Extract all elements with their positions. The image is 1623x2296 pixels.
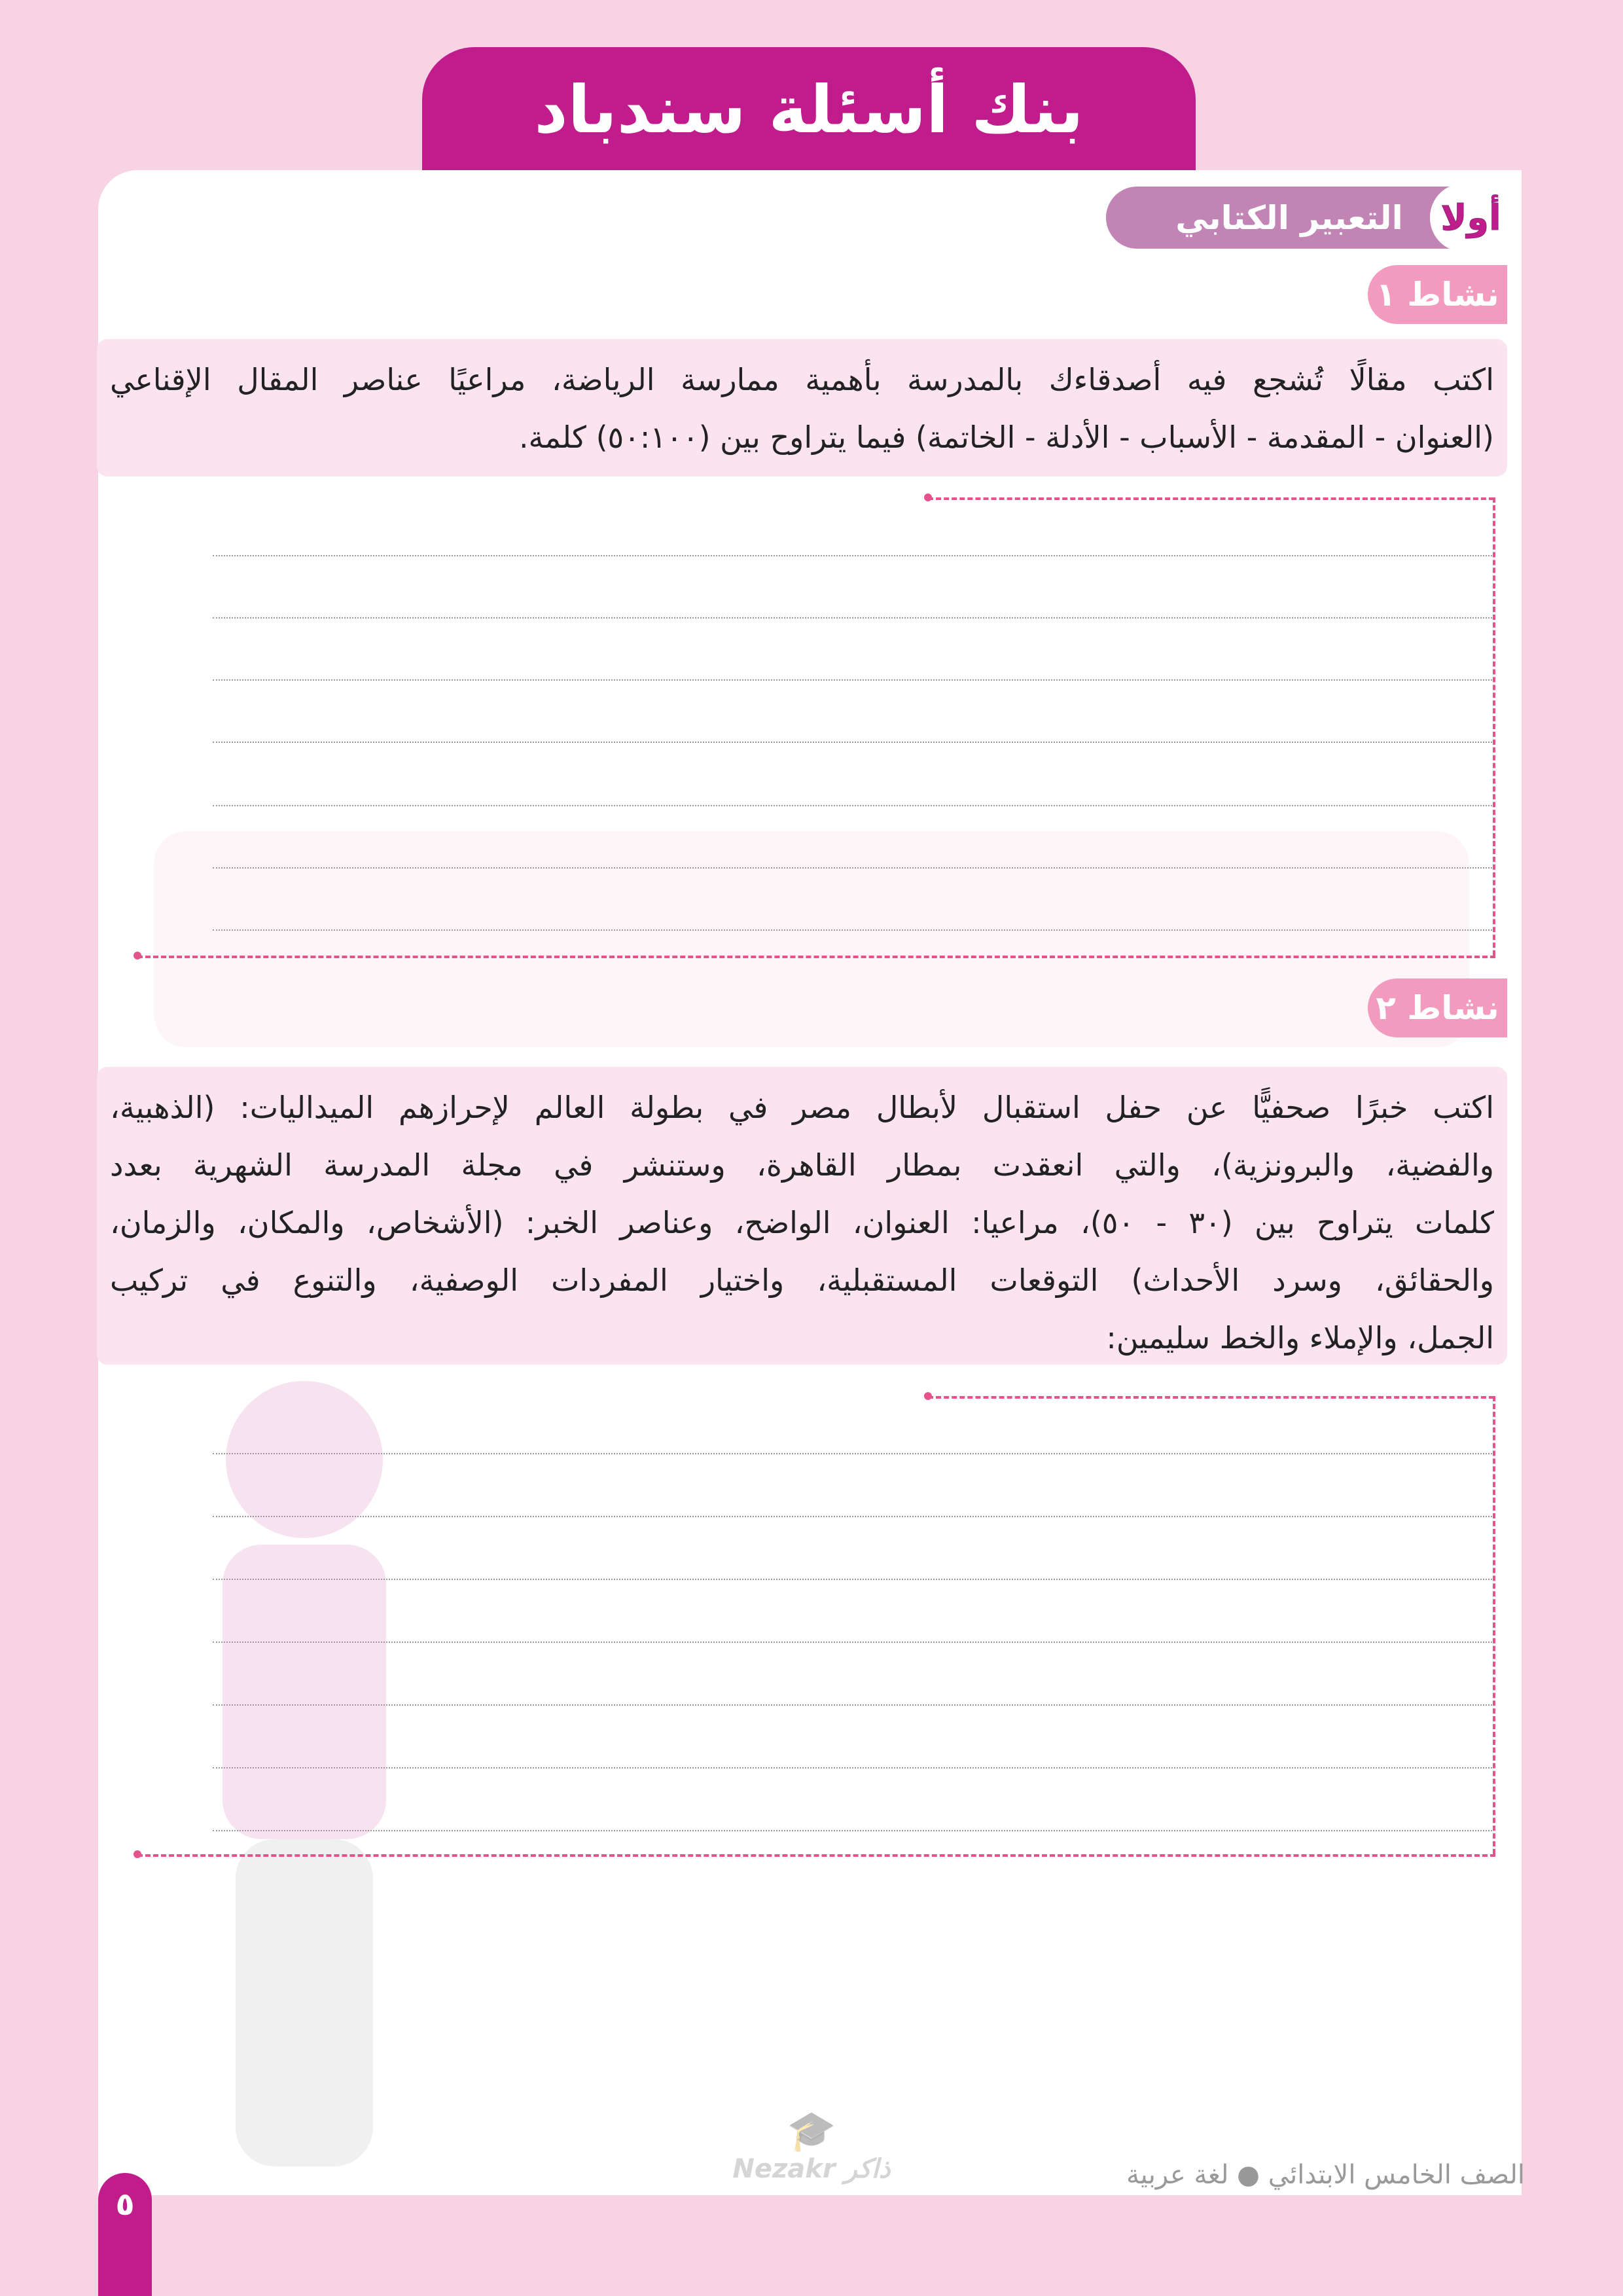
instruction-line: والحقائق، وسرد الأحداث) التوقعات المستقبلية، واختيار المفردات الوصفية، والتنوع في تركيب [110, 1263, 1494, 1298]
graduation-cap-icon: 🎓 [787, 2108, 836, 2154]
footer-text: الصف الخامس الابتدائي ● لغة عربية [1126, 2160, 1525, 2190]
answer-line-2[interactable] [213, 1453, 1492, 1454]
page-number: ٥ [98, 2173, 152, 2296]
answer-line-2[interactable] [213, 1579, 1492, 1580]
answer-line-1[interactable] [213, 742, 1492, 743]
mascot-illustration [164, 1361, 445, 2193]
answer-box-border [1493, 497, 1495, 956]
answer-line-2[interactable] [213, 1767, 1492, 1768]
instruction-line: اكتب خبرًا صحفيًّا عن حفل استقبال لأبطال مصر في بطولة العالم لإحرازهم الميداليات: (الذهبية، [110, 1090, 1494, 1125]
answer-box-border [928, 1396, 1494, 1399]
activity-1-label: نشاط ١ [1368, 265, 1507, 324]
answer-line-2[interactable] [213, 1641, 1492, 1643]
answer-line-1[interactable] [213, 805, 1492, 806]
instruction-line: الجمل، والإملاء والخط سليمين: [1106, 1320, 1494, 1355]
logo-text: Nezakr ذاكر [732, 2154, 891, 2184]
answer-line-1[interactable] [213, 929, 1492, 931]
answer-box-border [928, 497, 1494, 500]
answer-line-2[interactable] [213, 1704, 1492, 1706]
activity-2-instruction [97, 1067, 1507, 1365]
instruction-line: اكتب مقالًا تُشجع فيه أصدقاءك بالمدرسة بأهمية ممارسة الرياضة، مراعيًا عناصر المقال الإقناعي [110, 362, 1494, 397]
instruction-line: (العنوان - المقدمة - الأسباب - الأدلة - الخاتمة) فيما يتراوح بين (٥٠:١٠٠) كلمة. [518, 420, 1494, 455]
answer-line-1[interactable] [213, 867, 1492, 869]
instruction-line: والفضية، والبرونزية)، والتي انعقدت بمطار القاهرة، وستنشر في مجلة المدرسة الشهرية بعدد [110, 1147, 1494, 1183]
dashed-border-dot [134, 952, 141, 960]
answer-line-1[interactable] [213, 679, 1492, 681]
section-title: التعبير الكتابي [1106, 187, 1472, 249]
instruction-line: كلمات يتراوح بين (٣٠ - ٥٠)، مراعيا: العنوان، الواضح، وعناصر الخبر: (الأشخاص، والمكان، والزمان، [110, 1205, 1494, 1240]
answer-line-2[interactable] [213, 1830, 1492, 1831]
page-title: بنك أسئلة سندباد [422, 47, 1196, 171]
activity-2-label: نشاط ٢ [1368, 978, 1507, 1037]
answer-line-1[interactable] [213, 617, 1492, 619]
answer-box-border [137, 1854, 1495, 1857]
answer-line-1[interactable] [213, 555, 1492, 556]
answer-box-border [137, 956, 1495, 958]
answer-box-border [1493, 1396, 1495, 1854]
nezakr-logo [713, 2108, 910, 2238]
dashed-border-dot [134, 1850, 141, 1858]
section-number: أولا [1430, 183, 1512, 252]
watermark [154, 831, 1469, 1047]
answer-line-2[interactable] [213, 1516, 1492, 1517]
activity-1-instruction [97, 339, 1507, 476]
